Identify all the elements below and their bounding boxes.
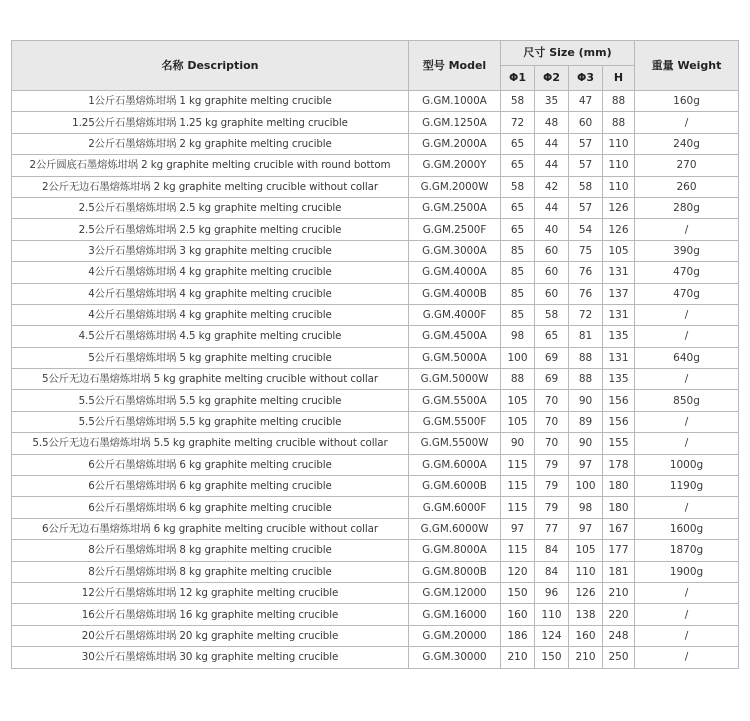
- cell-weight: 850g: [635, 390, 739, 411]
- table-row: [12, 347, 739, 368]
- header-h: H: [603, 66, 635, 91]
- cell-d2: 70: [535, 390, 569, 411]
- table-body: [12, 91, 739, 669]
- cell-weight: /: [635, 112, 739, 133]
- cell-weight: /: [635, 604, 739, 625]
- cell-d1: 97: [501, 518, 535, 539]
- cell-d1: 85: [501, 262, 535, 283]
- header-d3: Φ3: [569, 66, 603, 91]
- cell-model: G.GM.2500A: [409, 197, 501, 218]
- cell-model: G.GM.12000: [409, 582, 501, 603]
- cell-d2: 65: [535, 326, 569, 347]
- cell-d2: 77: [535, 518, 569, 539]
- cell-d2: 150: [535, 647, 569, 668]
- cell-d2: 42: [535, 176, 569, 197]
- cell-model: G.GM.8000A: [409, 540, 501, 561]
- cell-description: 1.25公斤石墨熔炼坩埚 1.25 kg graphite melting crucible: [12, 112, 409, 133]
- cell-h: 110: [603, 155, 635, 176]
- cell-weight: 280g: [635, 197, 739, 218]
- cell-d3: 57: [569, 133, 603, 154]
- cell-h: 180: [603, 497, 635, 518]
- cell-d3: 54: [569, 219, 603, 240]
- cell-d3: 89: [569, 411, 603, 432]
- cell-d3: 97: [569, 454, 603, 475]
- cell-d1: 65: [501, 133, 535, 154]
- cell-weight: /: [635, 647, 739, 668]
- cell-model: G.GM.6000W: [409, 518, 501, 539]
- cell-d3: 47: [569, 91, 603, 112]
- header-size: 尺寸 Size (mm): [501, 41, 635, 66]
- cell-description: 5公斤石墨熔炼坩埚 5 kg graphite melting crucible: [12, 347, 409, 368]
- cell-d3: 58: [569, 176, 603, 197]
- cell-weight: 260: [635, 176, 739, 197]
- cell-d2: 70: [535, 433, 569, 454]
- cell-h: 156: [603, 390, 635, 411]
- cell-d2: 69: [535, 369, 569, 390]
- cell-description: 5.5公斤无边石墨熔炼坩埚 5.5 kg graphite melting crucible without collar: [12, 433, 409, 454]
- cell-h: 248: [603, 625, 635, 646]
- cell-description: 4.5公斤石墨熔炼坩埚 4.5 kg graphite melting crucible: [12, 326, 409, 347]
- header-weight: 重量 Weight: [635, 41, 739, 91]
- cell-model: G.GM.1000A: [409, 91, 501, 112]
- cell-model: G.GM.8000B: [409, 561, 501, 582]
- cell-h: 88: [603, 112, 635, 133]
- cell-description: 16公斤石墨熔炼坩埚 16 kg graphite melting crucible: [12, 604, 409, 625]
- cell-description: 2.5公斤石墨熔炼坩埚 2.5 kg graphite melting crucible: [12, 197, 409, 218]
- cell-h: 167: [603, 518, 635, 539]
- cell-d1: 105: [501, 411, 535, 432]
- cell-weight: /: [635, 582, 739, 603]
- cell-d1: 115: [501, 540, 535, 561]
- cell-d3: 76: [569, 262, 603, 283]
- table-row: [12, 262, 739, 283]
- cell-d2: 48: [535, 112, 569, 133]
- cell-d1: 115: [501, 497, 535, 518]
- cell-h: 131: [603, 262, 635, 283]
- cell-weight: /: [635, 369, 739, 390]
- cell-h: 110: [603, 133, 635, 154]
- cell-d1: 160: [501, 604, 535, 625]
- cell-model: G.GM.4500A: [409, 326, 501, 347]
- cell-weight: 640g: [635, 347, 739, 368]
- cell-d2: 44: [535, 155, 569, 176]
- cell-d1: 186: [501, 625, 535, 646]
- cell-description: 6公斤石墨熔炼坩埚 6 kg graphite melting crucible: [12, 454, 409, 475]
- spec-table: [11, 40, 739, 669]
- cell-model: G.GM.2500F: [409, 219, 501, 240]
- cell-model: G.GM.4000A: [409, 262, 501, 283]
- table-row: [12, 497, 739, 518]
- cell-model: G.GM.4000B: [409, 283, 501, 304]
- cell-d3: 98: [569, 497, 603, 518]
- cell-d2: 96: [535, 582, 569, 603]
- cell-d3: 90: [569, 433, 603, 454]
- table-row: [12, 133, 739, 154]
- cell-h: 135: [603, 326, 635, 347]
- cell-description: 5公斤无边石墨熔炼坩埚 5 kg graphite melting crucible without collar: [12, 369, 409, 390]
- cell-h: 110: [603, 176, 635, 197]
- cell-description: 4公斤石墨熔炼坩埚 4 kg graphite melting crucible: [12, 283, 409, 304]
- cell-description: 2公斤无边石墨熔炼坩埚 2 kg graphite melting crucible without collar: [12, 176, 409, 197]
- cell-weight: /: [635, 433, 739, 454]
- cell-model: G.GM.5000A: [409, 347, 501, 368]
- cell-d3: 76: [569, 283, 603, 304]
- cell-weight: 1000g: [635, 454, 739, 475]
- cell-d2: 124: [535, 625, 569, 646]
- cell-model: G.GM.5500W: [409, 433, 501, 454]
- table-row: [12, 604, 739, 625]
- cell-weight: /: [635, 625, 739, 646]
- cell-d3: 90: [569, 390, 603, 411]
- cell-d1: 85: [501, 240, 535, 261]
- cell-h: 155: [603, 433, 635, 454]
- cell-model: G.GM.2000W: [409, 176, 501, 197]
- table-row: [12, 197, 739, 218]
- cell-weight: /: [635, 326, 739, 347]
- cell-h: 131: [603, 304, 635, 325]
- cell-d1: 65: [501, 197, 535, 218]
- cell-description: 2公斤石墨熔炼坩埚 2 kg graphite melting crucible: [12, 133, 409, 154]
- cell-h: 105: [603, 240, 635, 261]
- cell-d1: 90: [501, 433, 535, 454]
- cell-d1: 98: [501, 326, 535, 347]
- table-row: [12, 91, 739, 112]
- cell-d2: 44: [535, 197, 569, 218]
- cell-model: G.GM.5000W: [409, 369, 501, 390]
- cell-model: G.GM.20000: [409, 625, 501, 646]
- cell-weight: 240g: [635, 133, 739, 154]
- cell-d1: 85: [501, 283, 535, 304]
- cell-d2: 79: [535, 454, 569, 475]
- cell-d1: 115: [501, 476, 535, 497]
- table-row: [12, 540, 739, 561]
- cell-model: G.GM.6000A: [409, 454, 501, 475]
- cell-description: 20公斤石墨熔炼坩埚 20 kg graphite melting crucible: [12, 625, 409, 646]
- cell-model: G.GM.5500F: [409, 411, 501, 432]
- cell-h: 131: [603, 347, 635, 368]
- cell-weight: 1900g: [635, 561, 739, 582]
- cell-d3: 81: [569, 326, 603, 347]
- table-row: [12, 411, 739, 432]
- cell-d3: 210: [569, 647, 603, 668]
- cell-model: G.GM.1250A: [409, 112, 501, 133]
- cell-d1: 85: [501, 304, 535, 325]
- cell-h: 156: [603, 411, 635, 432]
- cell-d1: 58: [501, 176, 535, 197]
- cell-d1: 210: [501, 647, 535, 668]
- table-row: [12, 390, 739, 411]
- cell-d1: 65: [501, 155, 535, 176]
- table-row: [12, 155, 739, 176]
- cell-d1: 120: [501, 561, 535, 582]
- table-row: [12, 176, 739, 197]
- cell-d2: 84: [535, 540, 569, 561]
- cell-d3: 126: [569, 582, 603, 603]
- cell-d3: 57: [569, 155, 603, 176]
- cell-d2: 60: [535, 240, 569, 261]
- cell-weight: 1600g: [635, 518, 739, 539]
- cell-description: 8公斤石墨熔炼坩埚 8 kg graphite melting crucible: [12, 561, 409, 582]
- cell-description: 8公斤石墨熔炼坩埚 8 kg graphite melting crucible: [12, 540, 409, 561]
- cell-d3: 100: [569, 476, 603, 497]
- cell-h: 135: [603, 369, 635, 390]
- cell-d3: 97: [569, 518, 603, 539]
- cell-description: 4公斤石墨熔炼坩埚 4 kg graphite melting crucible: [12, 304, 409, 325]
- cell-d2: 58: [535, 304, 569, 325]
- header-description: 名称 Description: [12, 41, 409, 91]
- cell-description: 30公斤石墨熔炼坩埚 30 kg graphite melting crucible: [12, 647, 409, 668]
- cell-d1: 88: [501, 369, 535, 390]
- table-row: [12, 304, 739, 325]
- table-row: [12, 454, 739, 475]
- cell-d3: 88: [569, 369, 603, 390]
- cell-d2: 35: [535, 91, 569, 112]
- cell-model: G.GM.5500A: [409, 390, 501, 411]
- cell-h: 137: [603, 283, 635, 304]
- cell-d1: 105: [501, 390, 535, 411]
- table-row: [12, 625, 739, 646]
- cell-h: 177: [603, 540, 635, 561]
- cell-weight: /: [635, 497, 739, 518]
- table-row: [12, 219, 739, 240]
- cell-h: 220: [603, 604, 635, 625]
- cell-d3: 110: [569, 561, 603, 582]
- cell-description: 12公斤石墨熔炼坩埚 12 kg graphite melting crucible: [12, 582, 409, 603]
- cell-weight: 160g: [635, 91, 739, 112]
- cell-h: 178: [603, 454, 635, 475]
- cell-weight: 1190g: [635, 476, 739, 497]
- table-row: [12, 240, 739, 261]
- cell-weight: /: [635, 304, 739, 325]
- cell-weight: 470g: [635, 283, 739, 304]
- cell-h: 180: [603, 476, 635, 497]
- cell-d3: 138: [569, 604, 603, 625]
- cell-d3: 105: [569, 540, 603, 561]
- cell-h: 88: [603, 91, 635, 112]
- header-d2: Φ2: [535, 66, 569, 91]
- cell-description: 3公斤石墨熔炼坩埚 3 kg graphite melting crucible: [12, 240, 409, 261]
- cell-model: G.GM.2000A: [409, 133, 501, 154]
- table-row: [12, 326, 739, 347]
- cell-weight: 1870g: [635, 540, 739, 561]
- cell-d3: 88: [569, 347, 603, 368]
- cell-model: G.GM.4000F: [409, 304, 501, 325]
- cell-d3: 57: [569, 197, 603, 218]
- header-model: 型号 Model: [409, 41, 501, 91]
- cell-description: 6公斤石墨熔炼坩埚 6 kg graphite melting crucible: [12, 497, 409, 518]
- cell-model: G.GM.6000F: [409, 497, 501, 518]
- cell-d1: 150: [501, 582, 535, 603]
- cell-model: G.GM.6000B: [409, 476, 501, 497]
- cell-description: 6公斤无边石墨熔炼坩埚 6 kg graphite melting crucible without collar: [12, 518, 409, 539]
- table-row: [12, 476, 739, 497]
- cell-model: G.GM.3000A: [409, 240, 501, 261]
- cell-d2: 60: [535, 283, 569, 304]
- table-row: [12, 369, 739, 390]
- cell-d2: 79: [535, 476, 569, 497]
- table-row: [12, 582, 739, 603]
- table-row: [12, 433, 739, 454]
- cell-description: 1公斤石墨熔炼坩埚 1 kg graphite melting crucible: [12, 91, 409, 112]
- cell-description: 4公斤石墨熔炼坩埚 4 kg graphite melting crucible: [12, 262, 409, 283]
- cell-weight: 390g: [635, 240, 739, 261]
- cell-d2: 70: [535, 411, 569, 432]
- cell-model: G.GM.16000: [409, 604, 501, 625]
- cell-d3: 160: [569, 625, 603, 646]
- cell-description: 5.5公斤石墨熔炼坩埚 5.5 kg graphite melting crucible: [12, 390, 409, 411]
- cell-weight: /: [635, 411, 739, 432]
- cell-weight: 270: [635, 155, 739, 176]
- cell-model: G.GM.2000Y: [409, 155, 501, 176]
- cell-weight: /: [635, 219, 739, 240]
- table-row: [12, 283, 739, 304]
- cell-d2: 44: [535, 133, 569, 154]
- cell-d3: 75: [569, 240, 603, 261]
- cell-d2: 110: [535, 604, 569, 625]
- table-row: [12, 518, 739, 539]
- cell-d3: 72: [569, 304, 603, 325]
- table-row: [12, 561, 739, 582]
- cell-weight: 470g: [635, 262, 739, 283]
- cell-h: 126: [603, 197, 635, 218]
- cell-description: 6公斤石墨熔炼坩埚 6 kg graphite melting crucible: [12, 476, 409, 497]
- cell-d1: 72: [501, 112, 535, 133]
- cell-d1: 58: [501, 91, 535, 112]
- cell-h: 250: [603, 647, 635, 668]
- cell-d2: 69: [535, 347, 569, 368]
- table-row: [12, 647, 739, 668]
- cell-h: 181: [603, 561, 635, 582]
- cell-d2: 60: [535, 262, 569, 283]
- cell-description: 2.5公斤石墨熔炼坩埚 2.5 kg graphite melting crucible: [12, 219, 409, 240]
- cell-d3: 60: [569, 112, 603, 133]
- cell-h: 126: [603, 219, 635, 240]
- cell-d2: 84: [535, 561, 569, 582]
- cell-h: 210: [603, 582, 635, 603]
- cell-d2: 79: [535, 497, 569, 518]
- table-row: [12, 112, 739, 133]
- cell-description: 2公斤圆底石墨熔炼坩埚 2 kg graphite melting crucible with round bottom: [12, 155, 409, 176]
- cell-d2: 40: [535, 219, 569, 240]
- cell-description: 5.5公斤石墨熔炼坩埚 5.5 kg graphite melting crucible: [12, 411, 409, 432]
- cell-d1: 65: [501, 219, 535, 240]
- cell-model: G.GM.30000: [409, 647, 501, 668]
- cell-d1: 100: [501, 347, 535, 368]
- cell-d1: 115: [501, 454, 535, 475]
- header-d1: Φ1: [501, 66, 535, 91]
